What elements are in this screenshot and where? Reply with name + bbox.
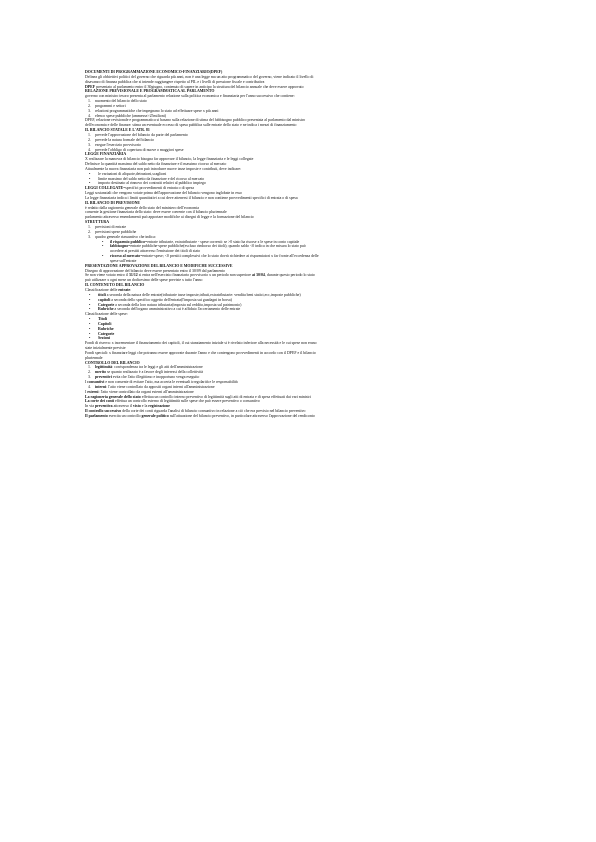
paragraph: Il parlamento esercita un controllo generale politico sull'attuazione del bilancio preventivo, in particolare attraverso l'approvazione del rendiconto: [85, 413, 315, 418]
list-term: Categorie: [98, 302, 115, 307]
list-desc: a seconda della loro natura tributaria(imposta sul reddito,imposta sul patrimonio): [114, 302, 242, 307]
list-text: importo destinato al rinnovo dei contratti relativi al pubblico impiego: [98, 181, 206, 186]
list-desc: : corrispondenza tra le leggi e gli atti dell'amministrazione: [112, 365, 203, 370]
list-text: Titoli: [98, 317, 108, 322]
heading-presentazione: PRESENTAZIONE APPROVAZIONE DEL BILANCIO E MODIFICHE SUCCESSIVE: [85, 263, 233, 268]
list-text: Categorie: [98, 331, 115, 336]
heading-legge-finanziaria: LEGGE FINANZIARIA: [85, 152, 127, 157]
bullet-icon: •: [89, 317, 91, 322]
bullet-icon: •: [89, 326, 91, 331]
bullet-icon: •: [89, 321, 91, 326]
paragraph: è redatto dalla ragioneria generale dello stato del ministero dell'economia: [85, 205, 200, 210]
bullet-icon: •: [89, 307, 91, 312]
list-text: esegue l'esercizio provvisorio: [95, 142, 142, 147]
numbered-list: [85, 99, 320, 118]
list-number: 2.: [88, 137, 91, 142]
list-term: legittimità: [95, 365, 113, 370]
list-term: capitoli: [98, 297, 111, 302]
bullet-icon: •: [102, 254, 104, 259]
list-number: 2.: [88, 370, 91, 375]
list-number: 3.: [88, 234, 91, 239]
paragraph: Se non viene votato entro il 31/12 si entra nell'esercizio finanziario provvisorio x un periodo non superiore ai 30/04, durante questo periodo lo stato può utilizzare x ogni mese un dodicesimo delle spese previste x tutto l'anno: [85, 273, 315, 283]
bullet-icon: •: [89, 331, 91, 336]
paragraph: In via preventiva attraverso il visto e la registrazione: [85, 404, 170, 409]
bullet-icon: •: [102, 244, 104, 249]
paragraph: I esterni: l'atto viene controllato da organi esterni all'amministrazione: [85, 389, 194, 394]
list-desc: evita che l'atto illegittimo e inopportuno venga eseguito: [111, 375, 200, 380]
paragraph: parlamento attraverso emendamenti può apportare modifiche ai disegni di legge e la formazione del bilancio: [85, 215, 254, 220]
bullet-icon: •: [89, 297, 91, 302]
paragraph: DPEF, relazione revisionale e programmatica si basano sulla relazione di stima del fabbisogno pubblico presentata al parlamento dal ministro dell'economia e delle finanze: stima un eventuale eccesso di spesa pubblica sulle entrate dello stato e ne indica i mezzi di finanziamento: [85, 118, 306, 128]
paragraph: I consuntivi e non consente di evitare l'atto, ma accerta le eventuali irregolarità e le responsabilità: [85, 380, 238, 384]
list-item: • ricorso al mercato=entrate-spese; <0 prestiti complessivi che lo stato dovrà richiedere ai risparmiatori x far fronte all'eccedenza delle spese sull'entrate: [99, 254, 320, 264]
list-item: • fabbisogno=entrate pubbliche-spese pubbliche(escluso rimborso dei titoli); quando saldo <0 indica in che misura lo stato può accedere ai prestiti attraverso l'emissione dei titoli di stato: [99, 244, 320, 254]
heading-relazione: RELAZIONE PREVISIONALE E PROGRAMMATICA AL PARLAMENTO: [85, 89, 215, 94]
list-term: preventivi: [95, 375, 112, 380]
list-number: 2.: [88, 229, 91, 234]
list-term: Rubriche: [98, 307, 114, 312]
paragraph: La legge finanziaria indica i limiti quantitativi a cui deve attenersi il bilancio e non contiene provvedimenti specifici di entrata o di spesa: [85, 195, 298, 200]
list-text: Sezioni: [98, 336, 110, 341]
list-text: Rubriche: [98, 326, 114, 331]
paragraph: La corte dei conti effettua un controllo esterno di legittimità sulle spese che può essere preventivo o consuntivo: [85, 399, 260, 404]
paragraph: Attualmente la nuova finanziaria non può introdurre nuove tasse imposte e contributi, deve indicare:: [85, 166, 242, 171]
list-text: le variazioni di aliquote,detrazioni,scaglioni: [98, 171, 167, 176]
list-number: 1.: [88, 99, 91, 104]
list-number: 2.: [88, 103, 91, 108]
paragraph: Classificazione delle entrate:: [85, 287, 132, 292]
list-text: previsioni di entrate: [95, 225, 127, 229]
bullet-list-bold: [85, 317, 320, 341]
list-number: 1.: [88, 365, 91, 370]
list-text: previsioni spese pubbliche: [95, 229, 137, 234]
list-text: programmi e settori: [95, 103, 126, 108]
numbered-list: [85, 365, 320, 380]
heading-controllo: CONTROLLO DEL BILANCIO: [85, 360, 140, 365]
bullet-icon: •: [89, 336, 91, 341]
paragraph: Il controllo successivo della corte dei conti riguarda l'analisi di bilancio consuntivo in relazione a ciò che era previsto nel bilancio preventivo: [85, 409, 306, 414]
paragraph: Leggi sostanziali che vengono votate prima dell'approvazione del bilancio vengono inglobate in esso: [85, 191, 242, 196]
bullet-icon: •: [89, 181, 91, 186]
heading-contenuto: IL CONTENUTO DEL BILANCIO: [85, 283, 145, 288]
list-text: limite massimo del saldo netto da finanziare e del ricorso al mercato: [98, 176, 205, 181]
list-term: titoli: [98, 292, 106, 297]
sub-bullet-list: [85, 240, 320, 264]
list-number: 3.: [88, 142, 91, 147]
list-text: Capitoli: [98, 321, 112, 326]
heading-bilancio-previsione: IL BILANCIO DI PREVISIONE: [85, 200, 141, 205]
numbered-list: [85, 225, 320, 240]
list-item: • il risparmio pubblico=entrate tributarie, extratributarie - spese correnti: se >0 stato ha risorse x le spese in conto capitale: [99, 240, 320, 245]
list-desc: : l'atto viene controllato da appositi organi interni all'amministrazione: [106, 384, 215, 389]
paragraph: X realizzare la manovra di bilancio bisogna far approvare il bilancio, la legge finanziaria e le leggi collegate: [85, 157, 254, 162]
list-desc: se quanto realizzato è a favore degli interessi della collettività: [106, 370, 204, 375]
list-text: prevede la natura formale del bilancio: [95, 137, 155, 142]
bullet-icon: •: [89, 171, 91, 176]
list-text: elenco spese pubbliche (ammesse>25milioni): [95, 113, 167, 118]
heading-dpef: DOCUMENTI DI PROGRAMMAZIONE ECONOMICO-FINANZIARIO(DPEF): [85, 70, 223, 74]
list-number: 1.: [88, 132, 91, 137]
list-desc: a seconda della natura delle entrate(tributarie tasse imposte,tributi,extratributarie: vendita beni statici,ecc,imposte pubbliche): [105, 292, 301, 297]
numbered-list: [85, 133, 320, 152]
list-number: 3.: [88, 108, 91, 113]
list-number: 3.: [88, 375, 91, 380]
list-term: interni: [95, 384, 107, 389]
heading-bilancio-statale: IL BILANCIO STATALE E L'ATR. 81: [85, 128, 150, 133]
list-number: 1.: [88, 225, 91, 229]
paragraph: Delinea gli obbiettivi politici del governo che riguarda più anni, non è una legge ma un atto programmatico del governo, viene indicato il livello di disavanzo di finanza pubblica che si intende raggiungere rispetto al PIL e i livelli di pressione fiscale e contributiva: [85, 74, 314, 84]
list-text: prevede l'approvazione del bilancio da parte del parlamento: [95, 132, 188, 137]
paragraph: Fondi di riserva: x incrementare il finanziamento dei capitoli, il cui stanziamento iniziale si è rivelato inferiore alla necessità e le cui spese non erano state inizialmente previste: [85, 341, 317, 351]
paragraph: LEGGI COLLEGATE=specifici provvedimenti di entrata o di spesa: [85, 186, 195, 191]
list-number: 4.: [88, 147, 91, 152]
bullet-list: [85, 172, 320, 187]
paragraph: governo con ministro tesoro presenta al parlamento relazione sulla politica economica e finanziaria per l'anno successivo che contiene:: [85, 94, 295, 99]
paragraph: consente la gestione finanziaria dello stato: deve essere coerente con il bilancio pluriennale: [85, 210, 227, 215]
list-number: 4.: [88, 113, 91, 118]
bullet-icon: •: [89, 176, 91, 181]
list-number: 4.: [88, 384, 91, 389]
heading-struttura: STRUTTURA: [85, 220, 109, 225]
paragraph: Fondi speciali: x finanziare leggi che potranno essere approvate durante l'anno e che contengono provvedimenti in accordo con il DPEF e il bilancio pluriennale: [85, 350, 316, 360]
list-text: nuomento del bilancio dello stato: [95, 99, 147, 104]
bullet-icon: •: [89, 292, 91, 297]
paragraph: Definisce la quantità massima del saldo netto da finanziare e il massimo ricorso al mercato: [85, 162, 227, 167]
list-desc: a seconda dell'organo amministrativo a cui è affidato l'accertamento delle entrate: [113, 307, 241, 312]
paragraph: La ragioneria generale dello stato effettua un controllo interno preventivo di legittimità sugli atti di entrata e di spesa effettuati dai vari ministri: [85, 394, 311, 399]
list-term: merito: [95, 370, 107, 375]
document-page: [85, 70, 320, 419]
paragraph: Classificazione delle spese:: [85, 312, 128, 317]
bullet-icon: •: [89, 302, 91, 307]
list-text: quadro generale riassuntivo che indica:: [95, 234, 156, 239]
list-desc: a seconda dello specifico oggetto dell'entrata(l'imposta sui guadagni in borsa): [110, 297, 232, 302]
paragraph: Disegno di approvazione del bilancio deve essere presentato entro il 30/09 dal parlamento: [85, 268, 226, 273]
bullet-list: [85, 293, 320, 312]
list-text: relazioni programmatiche che impegnano lo stato ad effettuare spese x più anni: [95, 108, 219, 113]
list-text: prevede l'obbligo di copertura di nuove o maggiori spese: [95, 147, 184, 152]
paragraph: DPEF presentato al parlamento entro il 30giugno, contenuto di sapere in anticipo la struttura del bilancio annuale che deve essere approvato: [85, 84, 304, 89]
bullet-icon: •: [102, 239, 104, 244]
